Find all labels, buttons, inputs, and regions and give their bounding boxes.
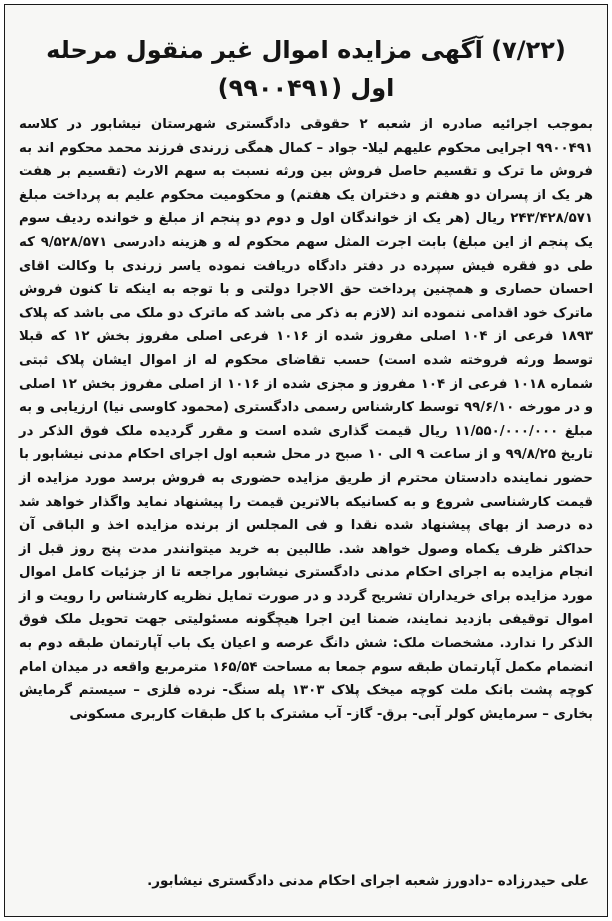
notice-signature: علی حیدرزاده –دادورز شعبه اجرای احکام مدنی دادگستری نیشابور. [147, 873, 589, 889]
notice-title: (۷/۲۲) آگهی مزایده اموال غیر منقول مرحله اول (۹۹۰۰۴۹۱) [46, 36, 566, 102]
auction-notice [4, 4, 608, 917]
notice-body: بموجب اجرائیه صادره از شعبه ۲ حقوقی دادگستری شهرستان نیشابور در کلاسه ۹۹۰۰۴۹۱ اجرایی محکوم علیهم لیلا- جواد – کمال همگی زرندی فرزند محمد محکوم اند به فروش ما ترک و تقسیم حاصل فروش بین ورثه نسبت به سهم الارث (تقسیم بر هفت هر یک از پسران دو هفتم و دختران یک هفتم) و محکومیت محکوم علیم به پرداخت مبلغ ۲۴۳/۴۲۸/۵۷۱ ریال (هر یک از خواندگان اول و دوم دو پنجم از مبلغ و خوانده ردیف سوم یک پنجم از این مبلغ) بابت اجرت المثل سهم محکوم له و هزینه دادرسی ۹/۵۲۸/۵۷۱ که طی دو فقره فیش سپرده در دفتر دادگاه دریافت نموده یاسر زرندی با وکالت اقای احسان حصاری و همچنین پرداخت حق الاجرا دولتی و با توجه به اینکه تا کنون فروش ماترک خود اقدامی ننموده اند (لازم به ذکر می باشد که ماترک دو ملک می باشد که پلاک ۱۸۹۳ فرعی از ۱۰۴ اصلی مفروز شده از ۱۰۱۶ فرعی اصلی مفروز بخش ۱۲ که قبلا توسط ورثه فروخته شده است) حسب تقاضای محکوم له از اموال ایشان پلاک ثبتی شماره ۱۰۱۸ فرعی از ۱۰۴ مفروز و مجزی شده از ۱۰۱۶ از اصلی مفروز بخش ۱۲ اصلی و در مورخه ۹۹/۶/۱۰ توسط کارشناس رسمی دادگستری (محمود کاوسی نیا) ارزیابی و به مبلغ ۱۱/۵۵۰/۰۰۰/۰۰۰ ریال قیمت گذاری شده است و مقرر گردیده ملک فوق الذکر در تاریخ ۹۹/۸/۲۵ و از ساعت ۹ الی ۱۰ صبح در محل شعبه اول اجرای احکام مدنی نیشابور با حضور نماینده دادستان محترم از طریق مزایده حضوری به فروش برسد مورد مزایده از قیمت کارشناسی شروع و به کسانیکه بالاترین قیمت را پیشنهاد نماید واگذار خواهد شد ده درصد از بهای پیشنهاد شده نقدا و فی المجلس از برنده مزایده اخذ و الباقی آن حداکثر ظرف یکماه وصول خواهد شد. طالبین به خرید میتوانندر مدت پنج روز قبل از انجام مزایده به اجرای احکام مدنی دادگستری نیشابور مراجعه تا از جزئیات کامل اموال مورد مزایده برای خریداران تشریح گردد و در صورت تمایل نظریه کارشناس را رویت و از اموال توقیفی بازدید نمایند، ضمنا این اجرا هیچگونه مسئولیتی جهت تحویل ملک فوق الذکر را ندارد. مشخصات ملک: شش دانگ عرصه و اعیان یک باب آپارتمان طبقه دوم به انضمام مکمل آپارتمان طبقه سوم جمعا به مساحت ۱۶۵/۵۴ مترمربع واقعه در میدان امام کوچه پشت بانک ملت کوچه میخک پلاک ۱۳۰۳ پله سنگ- نرده فلزی – سیستم گرمایش بخاری – سرمایش کولر آبی- برق- گاز- آب مشترک با کل طبقات کاربری مسکونی [19, 117, 594, 722]
